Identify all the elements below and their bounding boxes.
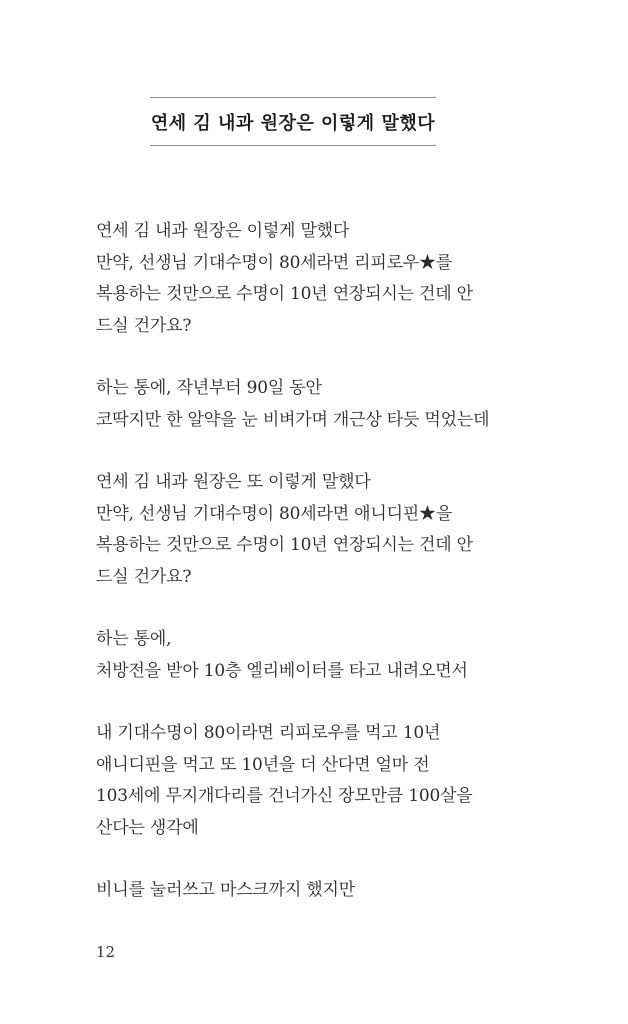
poem-line: 비니를 눌러쓰고 마스크까지 했지만 [96,880,355,900]
poem-line: 애니디핀을 먹고 또 10년을 더 산다면 얼마 전 [96,754,430,775]
stanza [96,718,536,844]
chapter-title: 연세 김 내과 원장은 이렇게 말했다 [150,112,436,134]
poem-line: 연세 김 내과 원장은 이렇게 말했다 [96,221,350,241]
poem-body [96,216,536,938]
chapter-title-block [150,97,436,146]
poem-line: 내 기대수명이 80이라면 리피로우를 먹고 10년 [96,723,441,743]
poem-line: 103세에 무지개다리를 건너가신 장모만큼 100살을 [96,786,473,806]
poem-line: 처방전을 받아 10층 엘리베이터를 타고 내려오면서 [96,660,468,681]
poem-line: 하는 통에, [96,629,172,649]
poem-line: 하는 통에, 작년부터 90일 동안 [96,378,322,398]
poem-line: 연세 김 내과 원장은 또 이렇게 말했다 [96,472,371,492]
poem-line: 복용하는 것만으로 수명이 10년 연장되시는 건데 안 [96,284,473,304]
page-number: 12 [96,943,116,961]
stanza [96,624,536,687]
poem-line: 산다는 생각에 [96,817,199,838]
stanza [96,373,536,436]
stanza [96,467,536,593]
poem-line: 만약, 선생님 기대수명이 80세라면 리피로우★를 [96,252,453,273]
poem-line: 코딱지만 한 알약을 눈 비벼가며 개근상 타듯 먹었는데 [96,409,490,430]
poem-line: 드실 건가요? [96,566,192,587]
stanza [96,216,536,342]
poem-line: 드실 건가요? [96,315,192,336]
poem-line: 복용하는 것만으로 수명이 10년 연장되시는 건데 안 [96,535,473,555]
poem-line: 만약, 선생님 기대수명이 80세라면 애니디핀★을 [96,503,453,524]
stanza [96,875,536,907]
